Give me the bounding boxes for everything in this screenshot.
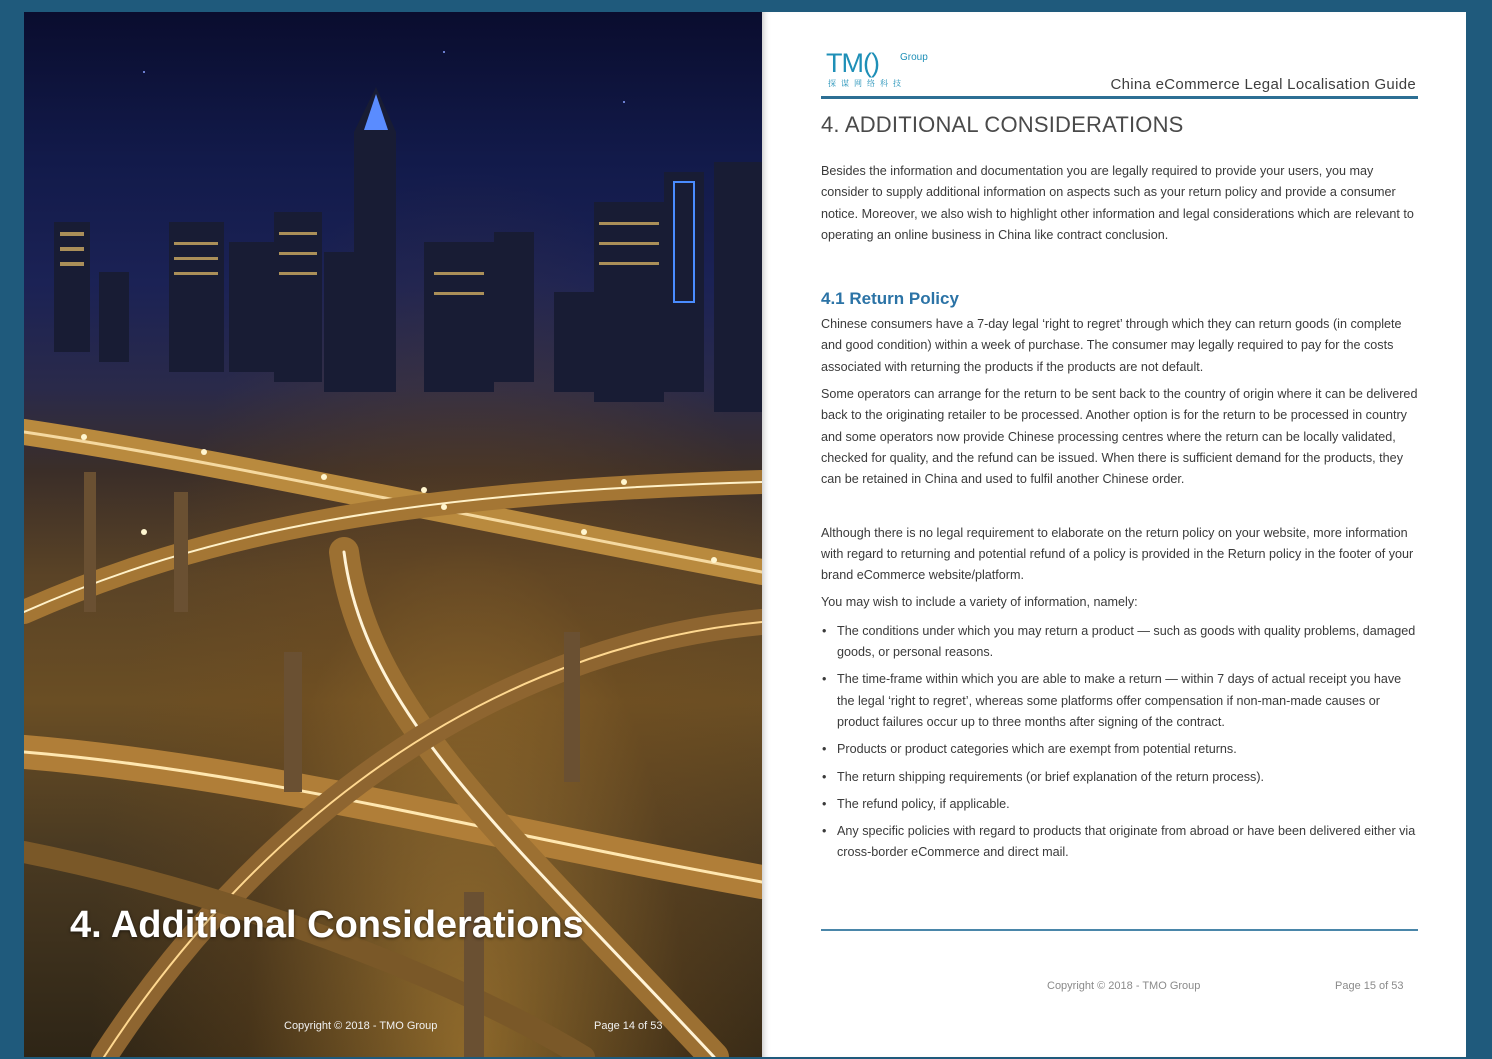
chapter-title: 4. Additional Considerations xyxy=(70,904,584,946)
paragraph: Some operators can arrange for the return to be sent back to the country of origin where it can be delivered back to the originating retailer to be processed. Another option is for the return to be processed in country and some operators now provide Chinese processing centres where the return can be locally validated, checked for quality, and the refund can be issued. When there is sufficient demand for the products, they can be retained in China and used to fulfil another Chinese order. xyxy=(821,387,1418,487)
list-item-text: The time-frame within which you are able to make a return — within 7 days of actual receipt you have the legal ‘right to regret’, whereas some platforms offer compensation if non-man-made causes or product failures occur up to three months after signing of the contract. xyxy=(837,672,1402,729)
bullet-icon: • xyxy=(822,824,827,839)
bullet-icon: • xyxy=(822,742,827,757)
bullet-icon: • xyxy=(822,623,827,638)
logo-group-text: Group xyxy=(900,52,928,63)
footer-divider xyxy=(821,929,1418,931)
document-title: China eCommerce Legal Localisation Guide xyxy=(1110,76,1416,93)
bullet-icon: • xyxy=(822,796,827,811)
logo-chinese-text: 探谋网络科技 xyxy=(828,79,906,88)
list-item xyxy=(821,669,1421,733)
list-item xyxy=(821,794,1421,815)
list-item-text: Products or product categories which are exempt from potential returns. xyxy=(837,742,1237,757)
intro-paragraph: Besides the information and documentation you are legally required to provide your users, you may consider to supply additional information on aspects such as your return policy and provide a consumer notice. Moreover, we also wish to highlight other information and legal considerations which are relevant to operating an online business in China like contract conclusion. xyxy=(821,164,1414,242)
paragraph: You may wish to include a variety of information, namely: xyxy=(821,595,1138,610)
bullet-icon: • xyxy=(822,769,827,784)
header-divider xyxy=(821,96,1418,99)
right-page xyxy=(762,12,1466,1057)
paragraph: Chinese consumers have a 7-day legal ‘right to regret’ through which they can return goods (in complete and good condition) within a week of purchase. The consumer may legally required to pay for the costs associated with returning the products if the products are not default. xyxy=(821,317,1402,374)
bullet-list xyxy=(821,621,1421,864)
logo-main-text: TM() xyxy=(826,48,879,78)
page-content xyxy=(821,161,1421,870)
list-item xyxy=(821,821,1421,864)
tmo-logo xyxy=(826,48,946,90)
list-item xyxy=(821,767,1421,788)
left-page xyxy=(24,12,762,1057)
subheading-return-policy: 4.1 Return Policy xyxy=(821,289,959,309)
left-page-number: Page 14 of 53 xyxy=(594,1020,663,1032)
bullet-icon: • xyxy=(822,672,827,687)
list-item-text: The return shipping requirements (or brief explanation of the return process). xyxy=(837,769,1265,784)
right-copyright: Copyright © 2018 - TMO Group xyxy=(1047,980,1201,992)
list-item xyxy=(821,621,1421,664)
city-night-photo xyxy=(24,12,762,1057)
left-copyright: Copyright © 2018 - TMO Group xyxy=(284,1020,438,1032)
paragraph: Although there is no legal requirement to elaborate on the return policy on your website, more information with regard to returning and potential refund of a policy is provided in the Return policy in the footer of your brand eCommerce website/platform. xyxy=(821,525,1414,583)
list-item-text: The conditions under which you may return a product — such as goods with quality problems, damaged goods, or personal reasons. xyxy=(837,623,1416,660)
right-page-number: Page 15 of 53 xyxy=(1335,980,1404,992)
section-heading: 4. ADDITIONAL CONSIDERATIONS xyxy=(821,112,1184,137)
list-item-text: The refund policy, if applicable. xyxy=(837,796,1010,811)
list-item xyxy=(821,739,1421,760)
list-item-text: Any specific policies with regard to products that originate from abroad or have been delivered either via cross-border eCommerce and direct mail. xyxy=(837,824,1416,860)
